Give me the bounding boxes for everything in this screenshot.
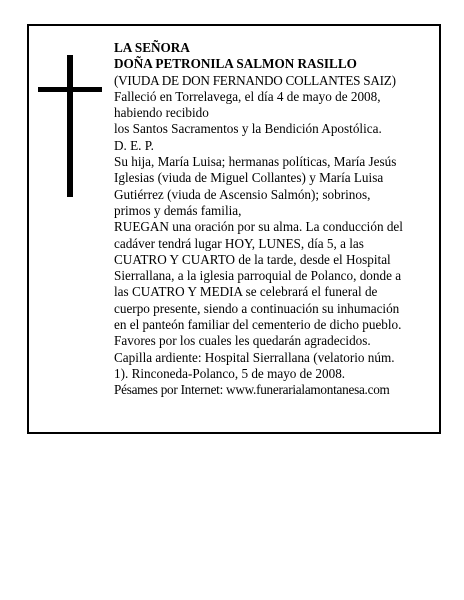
text-line: Gutiérrez (viuda de Ascensio Salmón); sobrinos, (114, 186, 371, 202)
cross-icon (38, 55, 102, 197)
cross-horizontal-bar (38, 87, 102, 92)
text-line: habiendo recibido (114, 105, 209, 121)
condolences-line: Pésames por Internet: www.funerarialamontanesa.com (114, 382, 390, 398)
text-line: D. E. P. (114, 137, 154, 153)
cross-vertical-bar (67, 55, 73, 197)
text-line: los Santos Sacramentos y la Bendición Apostólica. (114, 121, 382, 137)
text-line: Iglesias (viuda de Miguel Collantes) y María Luisa (114, 170, 384, 186)
deceased-name: DOÑA PETRONILA SALMON RASILLO (114, 56, 357, 72)
text-line: RUEGAN una oración por su alma. La conducción del (114, 219, 403, 235)
heading-line: LA SEÑORA (114, 40, 190, 55)
text-line: cuerpo presente, siendo a continuación su inhumación (114, 300, 400, 316)
text-line: Falleció en Torrelavega, el día 4 de mayo de 2008, (114, 88, 381, 104)
text-line: Favores por los cuales les quedarán agradecidos. (114, 333, 371, 349)
text-line: 1). Rinconeda-Polanco, 5 de mayo de 2008. (114, 365, 346, 381)
text-line: Capilla ardiente: Hospital Sierrallana (velatorio núm. (114, 349, 395, 365)
widow-of-line: (VIUDA DE DON FERNANDO COLLANTES SAIZ) (114, 72, 396, 88)
text-line: Sierrallana, a la iglesia parroquial de Polanco, donde a (114, 268, 402, 284)
text-line: primos y demás familia, (114, 202, 242, 218)
text-line: cadáver tendrá lugar HOY, LUNES, día 5, a las (114, 235, 364, 251)
text-line: en el panteón familiar del cementerio de dicho pueblo. (114, 317, 402, 333)
text-line: las CUATRO Y MEDIA se celebrará el funeral de (114, 284, 378, 300)
text-line: Su hija, María Luisa; hermanas políticas, María Jesús (114, 154, 397, 170)
text-line: CUATRO Y CUARTO de la tarde, desde el Hospital (114, 251, 391, 267)
notice-text (114, 40, 424, 399)
